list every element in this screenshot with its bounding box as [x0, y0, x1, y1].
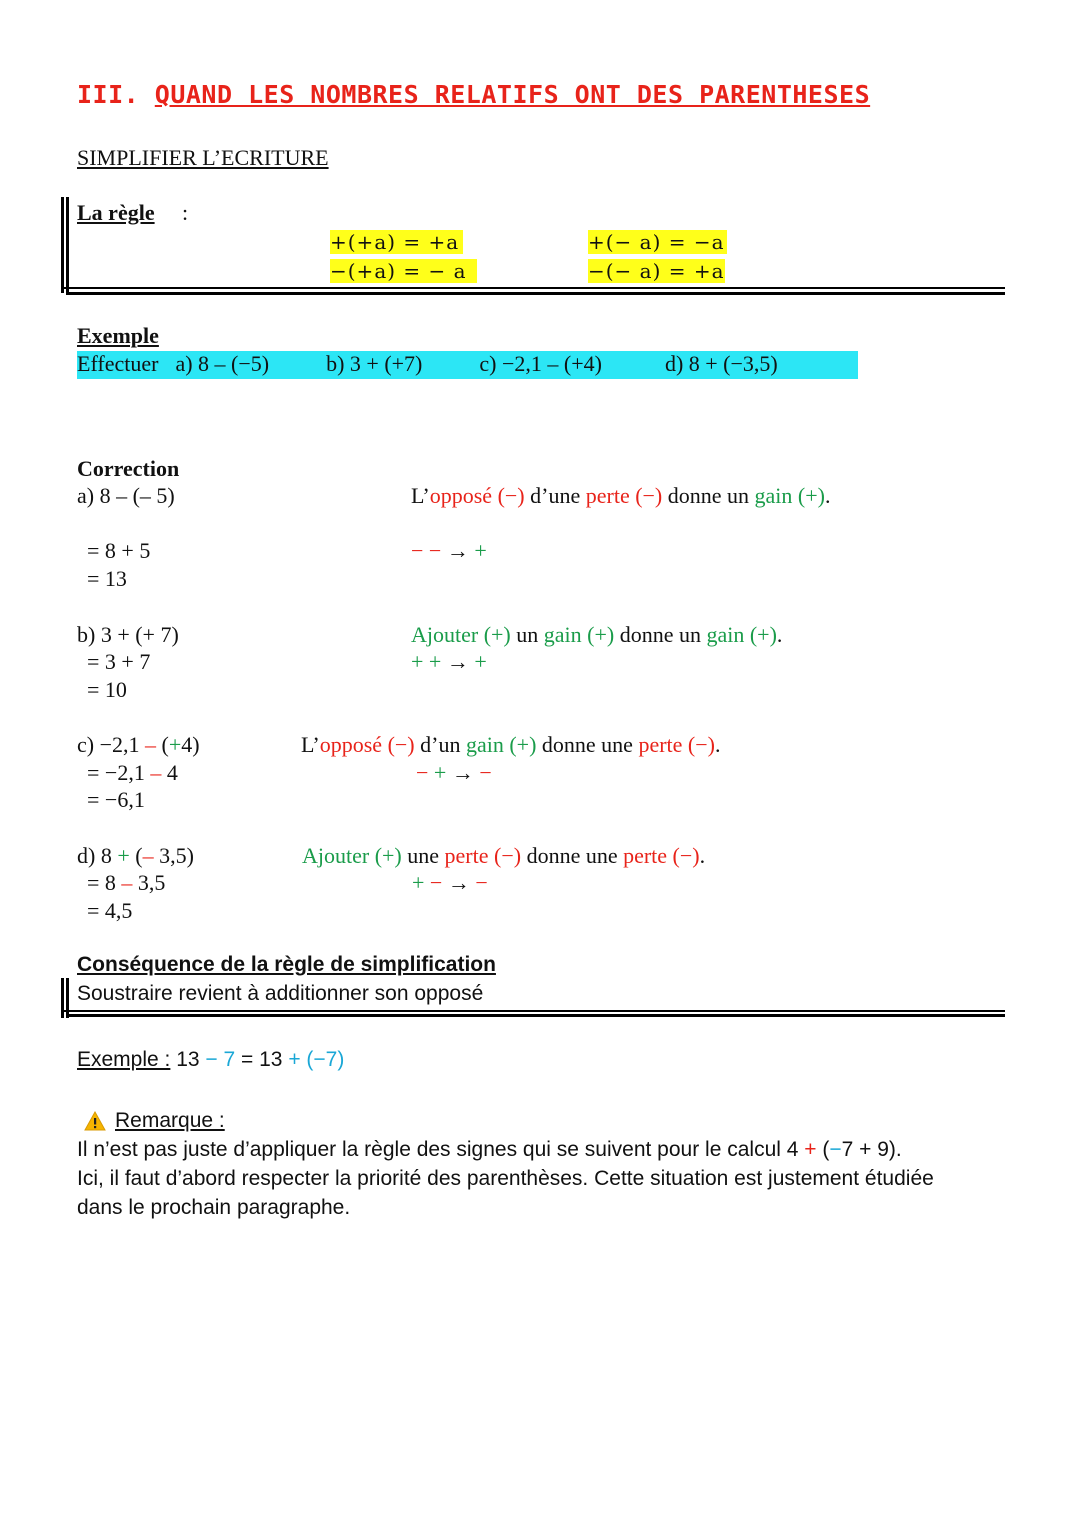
section-title-text: QUAND LES NOMBRES RELATIFS ONT DES PARENTHESES	[154, 80, 871, 109]
correction-c-sentence: L’opposé (−) d’un gain (+) donne une perte (−).	[301, 732, 721, 757]
correction-b-sentence: Ajouter (+) un gain (+) donne un gain (+).	[411, 622, 783, 647]
consequence-box-bottom-border	[61, 1010, 1005, 1012]
correction-b-line2: = 3 + 7	[87, 649, 151, 674]
correction-c-line2: = −2,1 – 4	[87, 760, 178, 785]
warning-icon	[84, 1111, 106, 1136]
rule-box-bottom-border-thick	[66, 292, 1005, 295]
example-exercise	[77, 351, 858, 379]
correction-c-line1: c) −2,1 – (+4)	[77, 732, 200, 757]
example-heading: Exemple	[77, 323, 159, 348]
rule-label: La règle	[77, 200, 155, 225]
remark-line3: dans le prochain paragraphe.	[77, 1196, 351, 1219]
correction-heading: Correction	[77, 456, 180, 481]
consequence-heading: Conséquence de la règle de simplification	[77, 953, 496, 976]
example-c: c) −2,1 – (+4)	[479, 351, 602, 376]
rule-colon: :	[182, 200, 189, 225]
correction-d-line2: = 8 – 3,5	[87, 870, 166, 895]
correction-d-sentence: Ajouter (+) une perte (−) donne une perte (−).	[302, 843, 706, 868]
remark-line1: Il n’est pas juste d’appliquer la règle des signes qui se suivent pour le calcul 4 + (−7 + 9).	[77, 1138, 902, 1161]
remark-line2: Ici, il faut d’abord respecter la priorité des parenthèses. Cette situation est justement étudiée	[77, 1167, 934, 1190]
example-a: a) 8 – (−5)	[175, 351, 270, 376]
rule-box-bottom-border	[61, 287, 1005, 289]
correction-a-signs: − − → +	[411, 538, 487, 563]
correction-a-line1: a) 8 – (– 5)	[77, 483, 175, 508]
formula-plus-plus: +(+a) = +a	[330, 230, 463, 254]
correction-a-line3: = 13	[87, 566, 127, 591]
rule-box-left-border	[61, 197, 64, 293]
correction-d-line3: = 4,5	[87, 898, 133, 923]
rule-formulas-left	[330, 228, 477, 286]
correction-a-sentence: L’opposé (−) d’une perte (−) donne un gain (+).	[411, 483, 831, 508]
correction-d-line1: d) 8 + (– 3,5)	[77, 843, 194, 868]
correction-b-signs: + + → +	[411, 649, 487, 674]
formula-plus-minus: +(− a) = −a	[588, 230, 725, 254]
example2-label: Exemple :	[77, 1048, 171, 1071]
example2: Exemple : 13 − 7 = 13 + (−7)	[77, 1048, 345, 1071]
section-title	[77, 80, 870, 109]
correction-b-line3: = 10	[87, 677, 127, 702]
formula-minus-plus: −(+a) = − a	[330, 259, 477, 283]
section-number: III.	[77, 80, 140, 109]
consequence-box-bottom-border-thick	[66, 1014, 1005, 1017]
formula-minus-minus: −(− a) = +a	[588, 259, 725, 283]
correction-c-line3: = −6,1	[87, 787, 145, 812]
remark-heading: Remarque :	[115, 1109, 225, 1132]
correction-d-signs: + − → −	[412, 870, 488, 895]
correction-a-line2: = 8 + 5	[87, 538, 151, 563]
consequence-box-left-border-inner	[66, 978, 69, 1018]
correction-b-line1: b) 3 + (+ 7)	[77, 622, 179, 647]
example-intro: Effectuer	[77, 351, 159, 376]
rule-box-left-border-inner	[66, 197, 69, 293]
example-d: d) 8 + (−3,5)	[664, 351, 778, 376]
correction-c-signs: − + → −	[416, 760, 492, 785]
example-b: b) 3 + (+7)	[326, 351, 423, 376]
consequence-text: Soustraire revient à additionner son opposé	[77, 982, 484, 1005]
rule-formulas-right	[588, 228, 727, 286]
subtitle: SIMPLIFIER L’ECRITURE	[77, 145, 329, 170]
consequence-box-left-border	[61, 978, 64, 1018]
